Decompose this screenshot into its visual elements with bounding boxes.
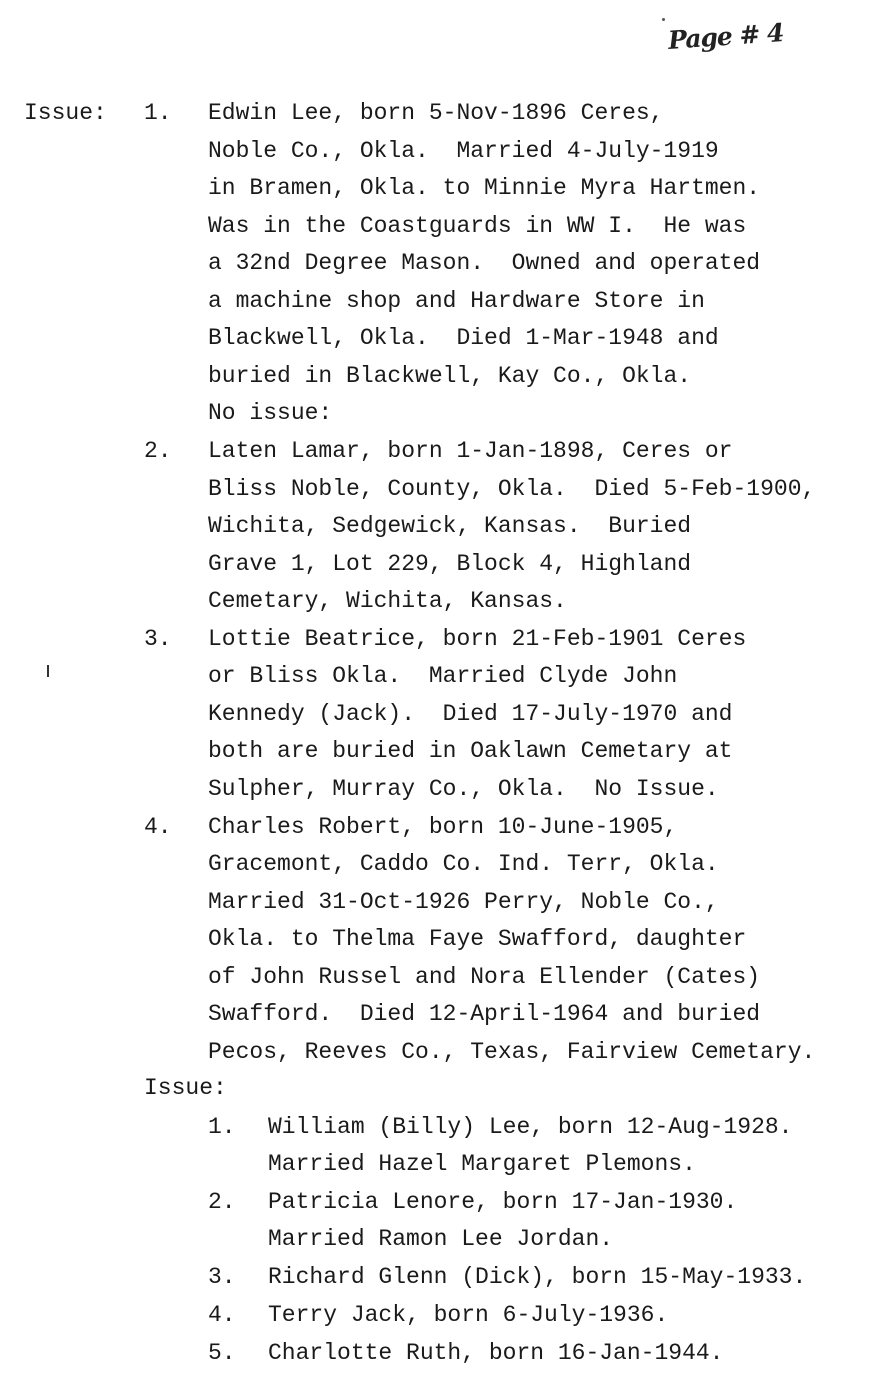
child-text-line: No issue: <box>208 400 333 426</box>
child-text-line: both are buried in Oaklawn Cemetary at <box>208 738 733 764</box>
grandchild-number: 4. <box>208 1302 236 1328</box>
child-text-line: or Bliss Okla. Married Clyde John <box>208 663 678 689</box>
child-text-line: Cemetary, Wichita, Kansas. <box>208 588 567 614</box>
child-number: 1. <box>144 100 172 126</box>
grandchild-number: 5. <box>208 1340 236 1366</box>
child-text-line: Lottie Beatrice, born 21-Feb-1901 Ceres <box>208 626 747 652</box>
child-number: 3. <box>144 626 172 652</box>
grandchild-text-line: Married Ramon Lee Jordan. <box>268 1226 614 1252</box>
child-text-line: Married 31-Oct-1926 Perry, Noble Co., <box>208 889 719 915</box>
grandchild-text-line: Richard Glenn (Dick), born 15-May-1933. <box>268 1264 807 1290</box>
child-text-line: Okla. to Thelma Faye Swafford, daughter <box>208 926 747 952</box>
grandchild-text-line: Married Hazel Margaret Plemons. <box>268 1151 696 1177</box>
child-text-line: a machine shop and Hardware Store in <box>208 288 705 314</box>
child-text-line: Gracemont, Caddo Co. Ind. Terr, Okla. <box>208 851 719 877</box>
child-text-line: Charles Robert, born 10-June-1905, <box>208 814 678 840</box>
grandchild-text-line: Charlotte Ruth, born 16-Jan-1944. <box>268 1340 724 1366</box>
child-text-line: Pecos, Reeves Co., Texas, Fairview Cemetary. <box>208 1039 816 1065</box>
page-number-note: Page # 4 <box>667 18 785 55</box>
child-text-line: in Bramen, Okla. to Minnie Myra Hartmen. <box>208 175 761 201</box>
child-text-line: Bliss Noble, County, Okla. Died 5-Feb-1900, <box>208 476 816 502</box>
child-text-line: buried in Blackwell, Kay Co., Okla. <box>208 363 692 389</box>
grandchild-text-line: William (Billy) Lee, born 12-Aug-1928. <box>268 1114 793 1140</box>
child-text-line: a 32nd Degree Mason. Owned and operated <box>208 250 761 276</box>
child-number: 2. <box>144 438 172 464</box>
grandchild-number: 3. <box>208 1264 236 1290</box>
child-number: 4. <box>144 814 172 840</box>
child-text-line: Noble Co., Okla. Married 4-July-1919 <box>208 138 719 164</box>
grandchild-text-line: Patricia Lenore, born 17-Jan-1930. <box>268 1189 738 1215</box>
child-text-line: Sulpher, Murray Co., Okla. No Issue. <box>208 776 719 802</box>
child-text-line: of John Russel and Nora Ellender (Cates) <box>208 964 761 990</box>
child-text-line: Blackwell, Okla. Died 1-Mar-1948 and <box>208 325 719 351</box>
grandchild-number: 1. <box>208 1114 236 1140</box>
child-text-line: Swafford. Died 12-April-1964 and buried <box>208 1001 761 1027</box>
grandchild-text-line: Terry Jack, born 6-July-1936. <box>268 1302 669 1328</box>
child-text-line: Grave 1, Lot 229, Block 4, Highland <box>208 551 692 577</box>
child-text-line: Kennedy (Jack). Died 17-July-1970 and <box>208 701 733 727</box>
issue-label: Issue: <box>24 100 107 126</box>
grandchildren-issue-label: Issue: <box>144 1075 227 1101</box>
child-text-line: Wichita, Sedgewick, Kansas. Buried <box>208 513 692 539</box>
child-text-line: Laten Lamar, born 1-Jan-1898, Ceres or <box>208 438 733 464</box>
child-text-line: Edwin Lee, born 5-Nov-1896 Ceres, <box>208 100 664 126</box>
child-text-line: Was in the Coastguards in WW I. He was <box>208 213 747 239</box>
grandchild-number: 2. <box>208 1189 236 1215</box>
scan-speck <box>662 18 665 21</box>
stray-mark <box>47 665 49 677</box>
